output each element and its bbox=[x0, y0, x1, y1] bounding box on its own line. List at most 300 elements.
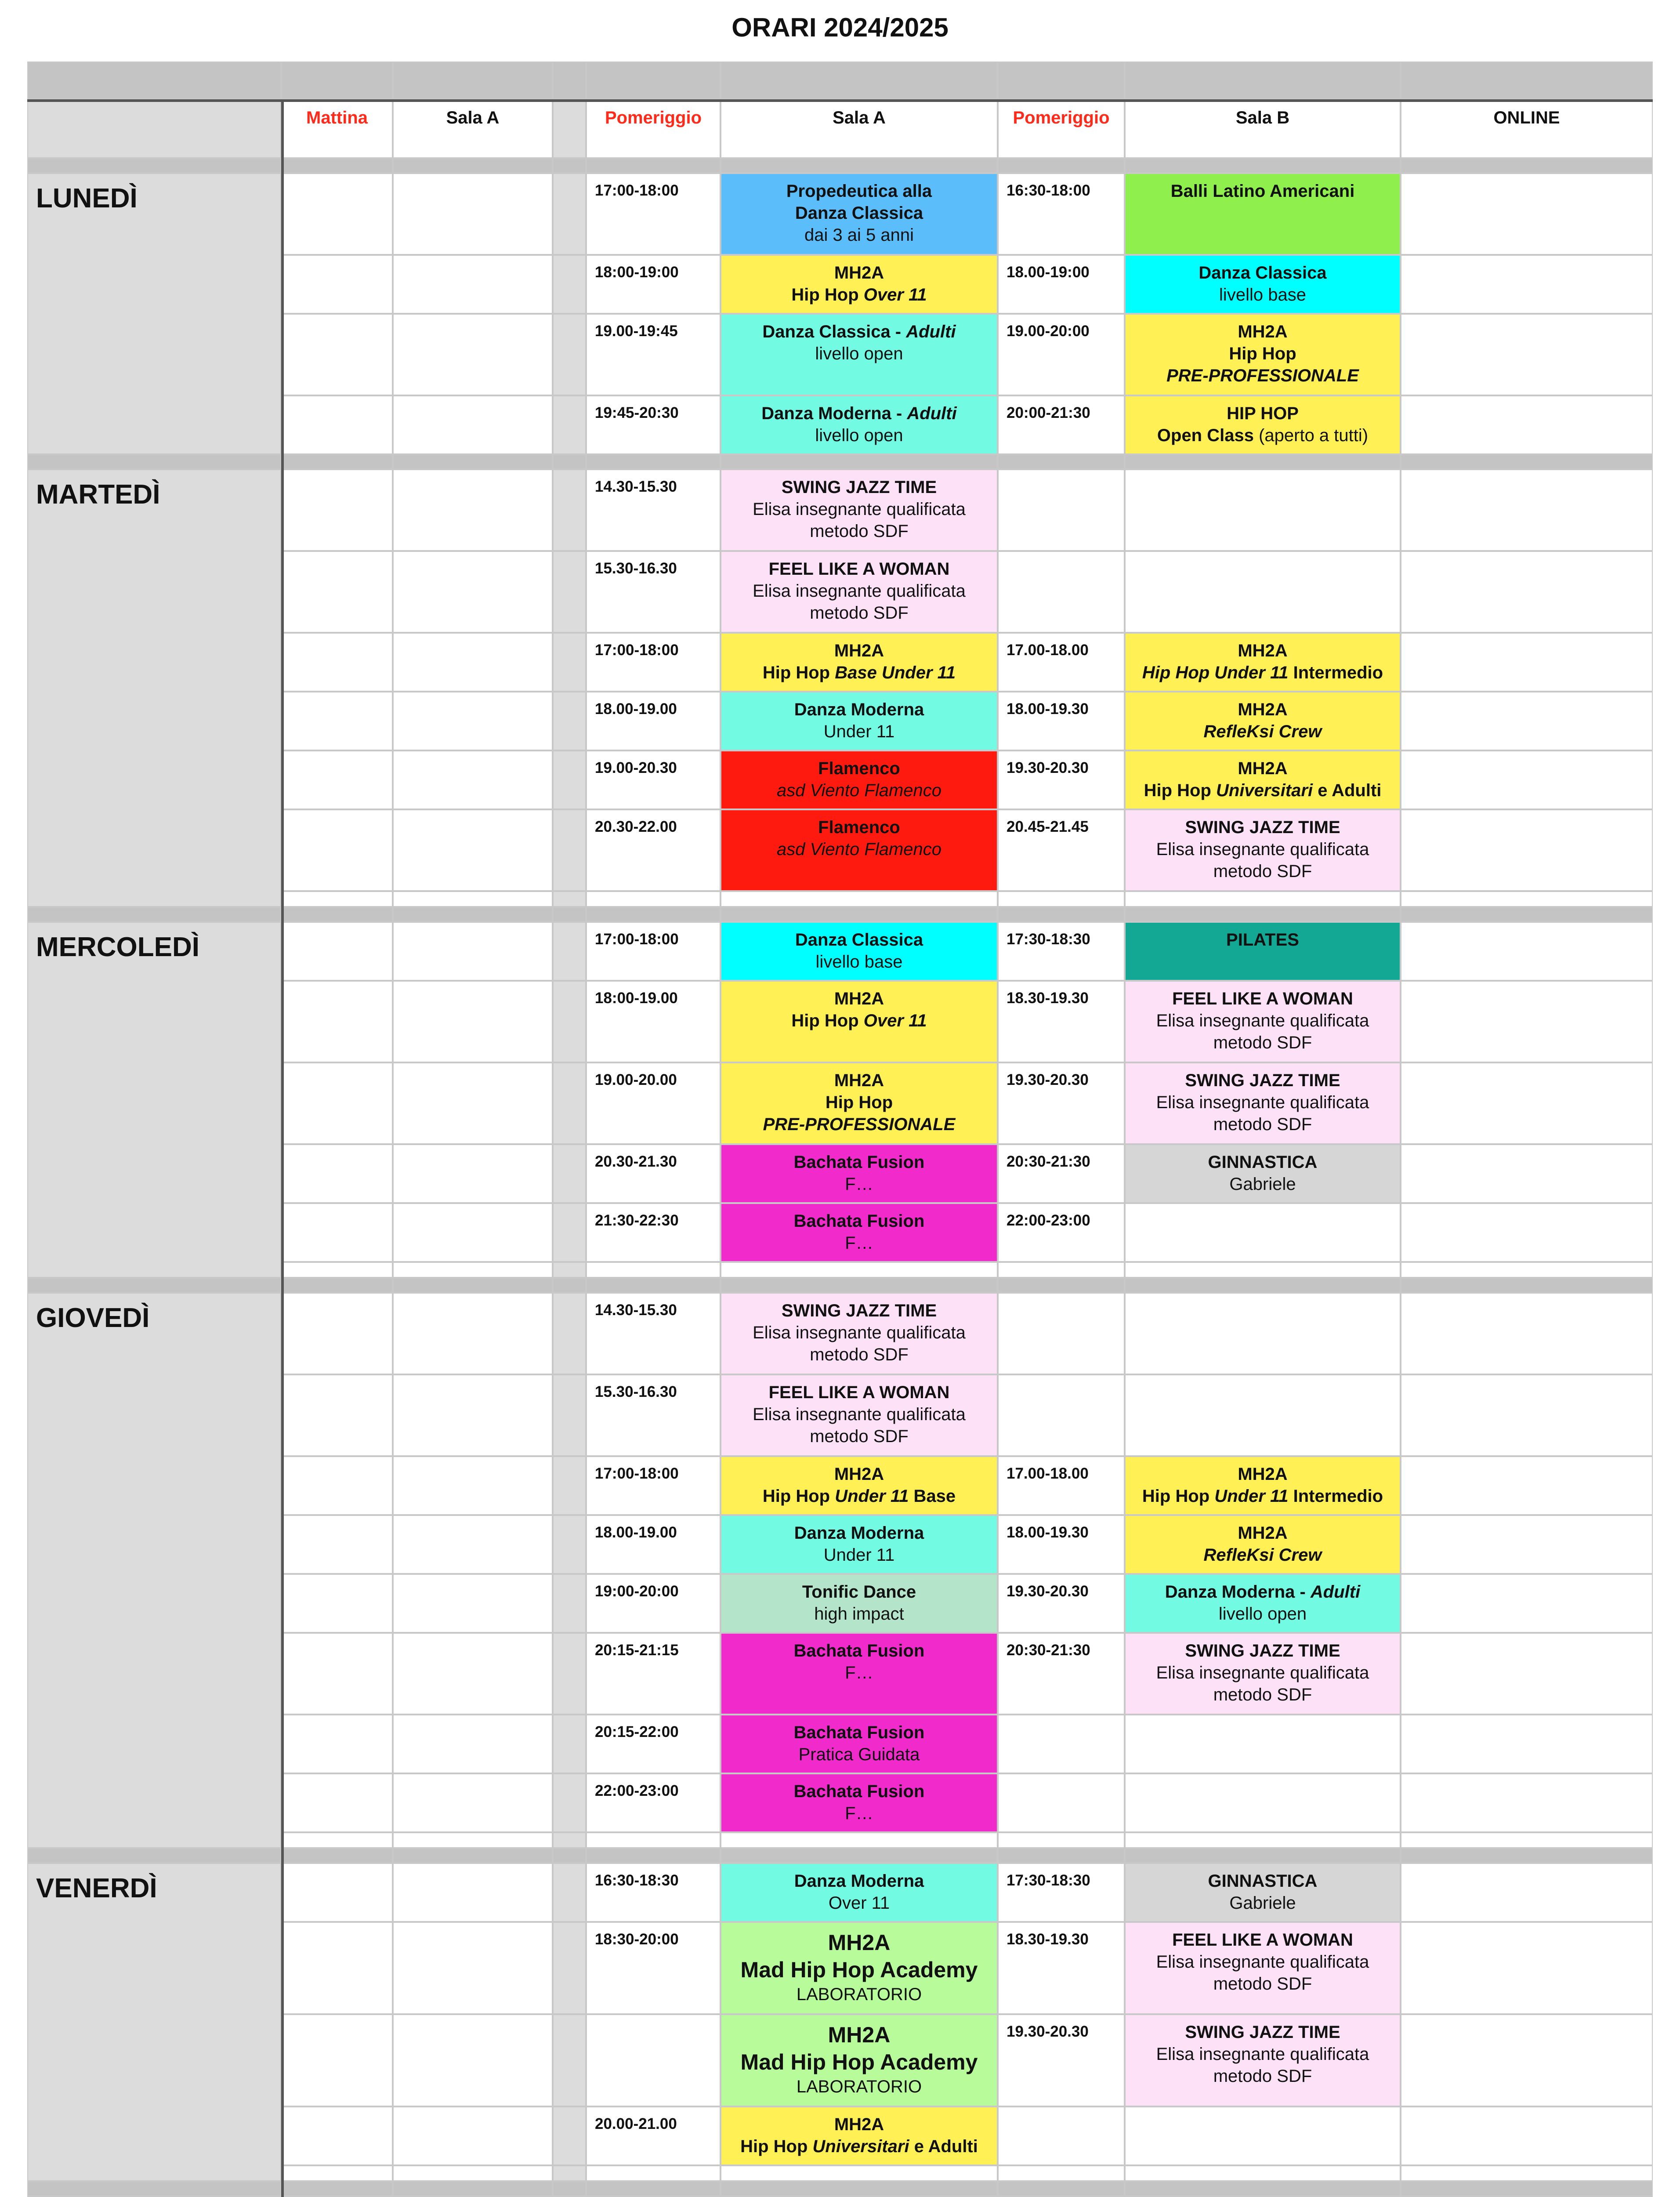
grid-cell bbox=[281, 1062, 393, 1144]
class-sala-b bbox=[1125, 1456, 1401, 1515]
separator-cell bbox=[281, 1848, 393, 1863]
gutter-cell bbox=[553, 809, 586, 891]
separator-cell bbox=[1125, 2181, 1401, 2196]
grid-cell bbox=[393, 1293, 553, 1374]
grid-cell bbox=[281, 981, 393, 1062]
class-text: Elisa insegnante qualificata bbox=[1156, 1011, 1369, 1030]
grid-cell bbox=[281, 314, 393, 395]
class-text: MH2A bbox=[828, 1930, 891, 1955]
separator-cell bbox=[27, 907, 281, 922]
time-slot bbox=[998, 1293, 1125, 1374]
separator-cell bbox=[27, 454, 281, 469]
class-line bbox=[721, 1662, 997, 1684]
class-sala-b bbox=[1125, 981, 1401, 1062]
gutter-cell bbox=[553, 469, 586, 551]
gutter-cell bbox=[553, 2014, 586, 2106]
separator-cell bbox=[721, 1278, 998, 1293]
class-sala-a bbox=[721, 469, 998, 551]
class-text: RefleKsi Crew bbox=[1203, 1545, 1322, 1565]
separator-cell bbox=[1401, 62, 1653, 99]
time-slot: 20.45-21.45 bbox=[998, 809, 1125, 891]
class-sala-a bbox=[721, 1062, 998, 1144]
class-text: FEEL LIKE A WOMAN bbox=[768, 559, 950, 579]
class-line bbox=[1126, 1581, 1400, 1603]
separator-cell bbox=[281, 158, 393, 173]
time-slot: 17:00-18:00 bbox=[586, 173, 721, 255]
class-sala-b bbox=[1125, 633, 1401, 692]
class-line bbox=[721, 1802, 997, 1824]
class-line bbox=[1126, 1151, 1400, 1173]
class-sala-b bbox=[1125, 314, 1401, 395]
grid-cell bbox=[1401, 1262, 1653, 1278]
grid-cell bbox=[393, 922, 553, 981]
class-line bbox=[1126, 1032, 1400, 1054]
class-line bbox=[721, 1091, 997, 1113]
grid-cell bbox=[553, 891, 586, 907]
gutter-cell bbox=[553, 750, 586, 809]
class-sala-a bbox=[721, 551, 998, 633]
class-text: Hip Hop bbox=[1144, 781, 1216, 800]
grid-cell bbox=[1401, 1515, 1653, 1574]
time-slot bbox=[998, 2106, 1125, 2165]
time-slot: 20:00-21:30 bbox=[998, 395, 1125, 454]
class-text: Elisa insegnante qualificata bbox=[753, 1405, 966, 1424]
class-line bbox=[1126, 1544, 1400, 1566]
grid-cell bbox=[281, 2165, 393, 2181]
class-line bbox=[1126, 343, 1400, 365]
class-text: Danza Moderna - bbox=[761, 404, 907, 423]
time-slot: 18:30-20:00 bbox=[586, 1922, 721, 2014]
separator-cell bbox=[1401, 2181, 1653, 2196]
class-text: Under 11 bbox=[835, 1486, 909, 1506]
time-slot: 17.00-18.00 bbox=[998, 1456, 1125, 1515]
grid-cell bbox=[1401, 1374, 1653, 1456]
class-text: livello open bbox=[1218, 1604, 1307, 1624]
class-line bbox=[1126, 1929, 1400, 1951]
time-slot bbox=[998, 1773, 1125, 1832]
class-text: LABORATORIO bbox=[796, 2077, 922, 2096]
class-line bbox=[721, 602, 997, 624]
grid-cell bbox=[393, 1515, 553, 1574]
class-line bbox=[721, 2114, 997, 2135]
separator-cell bbox=[27, 1278, 281, 1293]
class-text: Hip Hop bbox=[1142, 1486, 1215, 1506]
grid-cell bbox=[281, 1633, 393, 1715]
time-slot: 19:00-20:00 bbox=[586, 1574, 721, 1633]
class-line bbox=[721, 476, 997, 498]
class-text: Under 11 bbox=[1214, 1486, 1289, 1506]
grid-cell bbox=[1401, 1062, 1653, 1144]
grid-cell bbox=[393, 395, 553, 454]
time-slot bbox=[998, 1374, 1125, 1456]
class-text: F… bbox=[845, 1175, 873, 1194]
grid-cell bbox=[1401, 1715, 1653, 1773]
class-sala-b bbox=[1125, 1574, 1401, 1633]
grid-cell bbox=[721, 891, 998, 907]
class-line bbox=[721, 1892, 997, 1914]
class-sala-a bbox=[721, 1863, 998, 1922]
grid-cell bbox=[281, 1456, 393, 1515]
class-text: Elisa insegnante qualificata bbox=[1156, 840, 1369, 859]
time-slot: 14.30-15.30 bbox=[586, 1293, 721, 1374]
separator-cell bbox=[1401, 1278, 1653, 1293]
grid-cell bbox=[721, 1832, 998, 1848]
grid-cell bbox=[393, 469, 553, 551]
grid-cell bbox=[1401, 469, 1653, 551]
gutter-cell bbox=[553, 1062, 586, 1144]
class-line bbox=[1126, 699, 1400, 721]
separator-cell bbox=[998, 158, 1125, 173]
class-text: metodo SDF bbox=[810, 1345, 909, 1364]
class-line bbox=[1126, 758, 1400, 779]
class-text: HIP HOP bbox=[1227, 404, 1299, 423]
class-line bbox=[1126, 402, 1400, 424]
class-text: SWING JAZZ TIME bbox=[1185, 1641, 1340, 1660]
class-line bbox=[1126, 816, 1400, 838]
class-text: MH2A bbox=[1238, 759, 1288, 778]
class-line bbox=[721, 224, 997, 246]
class-text: Hip Hop bbox=[791, 1011, 864, 1030]
class-text: FEEL LIKE A WOMAN bbox=[1172, 1930, 1353, 1950]
class-line bbox=[1126, 1951, 1400, 1973]
grid-cell bbox=[721, 2165, 998, 2181]
grid-cell bbox=[1401, 981, 1653, 1062]
class-line bbox=[1126, 779, 1400, 801]
separator-cell bbox=[27, 62, 281, 99]
class-line bbox=[721, 699, 997, 721]
grid-cell bbox=[1401, 1144, 1653, 1203]
separator-cell bbox=[998, 907, 1125, 922]
grid-cell bbox=[281, 750, 393, 809]
separator-cell bbox=[1125, 454, 1401, 469]
time-slot: 18.00-19.00 bbox=[586, 1515, 721, 1574]
class-text: Base Under 11 bbox=[835, 663, 956, 682]
class-line bbox=[1126, 721, 1400, 743]
grid-cell bbox=[1401, 1922, 1653, 2014]
class-line bbox=[721, 816, 997, 838]
time-slot: 18.00-19:00 bbox=[998, 255, 1125, 314]
class-text: Hip Hop bbox=[1229, 344, 1296, 363]
class-line bbox=[721, 1232, 997, 1254]
grid-cell bbox=[393, 1062, 553, 1144]
class-line bbox=[721, 758, 997, 779]
class-text: MH2A bbox=[1238, 322, 1288, 341]
grid-cell bbox=[553, 2165, 586, 2181]
class-text: livello open bbox=[815, 344, 903, 363]
class-text: metodo SDF bbox=[1213, 1115, 1312, 1134]
class-sala-a bbox=[721, 1144, 998, 1203]
class-text: SWING JAZZ TIME bbox=[1185, 1071, 1340, 1090]
gutter-cell bbox=[553, 1922, 586, 2014]
class-line bbox=[1126, 1463, 1400, 1485]
class-line bbox=[1126, 1892, 1400, 1914]
class-text: Hip Hop bbox=[825, 1093, 893, 1112]
class-line bbox=[721, 2135, 997, 2157]
grid-cell bbox=[281, 1832, 393, 1848]
class-line bbox=[721, 1522, 997, 1544]
class-line bbox=[721, 1870, 997, 1892]
grid-cell bbox=[393, 551, 553, 633]
class-sala-b bbox=[1125, 551, 1401, 633]
grid-cell bbox=[1401, 809, 1653, 891]
time-slot: 21:30-22:30 bbox=[586, 1203, 721, 1262]
grid-cell bbox=[553, 1262, 586, 1278]
class-line bbox=[721, 1544, 997, 1566]
grid-cell bbox=[1401, 2165, 1653, 2181]
class-line bbox=[1126, 1522, 1400, 1544]
class-line bbox=[1126, 988, 1400, 1010]
time-slot bbox=[998, 551, 1125, 633]
grid-cell bbox=[1401, 692, 1653, 750]
grid-cell bbox=[553, 1832, 586, 1848]
class-line bbox=[721, 1425, 997, 1447]
class-text: asd Viento Flamenco bbox=[776, 781, 942, 800]
separator-cell bbox=[721, 1848, 998, 1863]
class-sala-b bbox=[1125, 1633, 1401, 1715]
class-text: Hip Hop bbox=[762, 1486, 835, 1506]
separator-cell bbox=[553, 62, 586, 99]
grid-cell bbox=[586, 891, 721, 907]
separator-cell bbox=[721, 158, 998, 173]
grid-cell bbox=[393, 314, 553, 395]
grid-cell bbox=[393, 1262, 553, 1278]
time-slot: 17:30-18:30 bbox=[998, 1863, 1125, 1922]
class-text: Bachata Fusion bbox=[793, 1723, 925, 1742]
grid-cell bbox=[1401, 1863, 1653, 1922]
class-sala-b bbox=[1125, 692, 1401, 750]
time-slot bbox=[998, 469, 1125, 551]
separator-cell bbox=[1401, 158, 1653, 173]
gutter-cell bbox=[553, 2106, 586, 2165]
time-slot: 17.00-18.00 bbox=[998, 633, 1125, 692]
class-text: FEEL LIKE A WOMAN bbox=[1172, 989, 1353, 1008]
class-text: Over 11 bbox=[863, 285, 927, 305]
separator-cell bbox=[281, 454, 393, 469]
class-text: Danza Moderna - bbox=[1165, 1582, 1311, 1602]
gutter-cell bbox=[553, 395, 586, 454]
class-line bbox=[721, 1344, 997, 1366]
time-slot: 20.00-21.00 bbox=[586, 2106, 721, 2165]
class-line bbox=[721, 558, 997, 580]
grid-cell bbox=[1401, 1203, 1653, 1262]
class-line bbox=[721, 662, 997, 684]
grid-cell bbox=[393, 1832, 553, 1848]
time-slot: 22:00-23:00 bbox=[998, 1203, 1125, 1262]
class-text: FEEL LIKE A WOMAN bbox=[768, 1383, 950, 1402]
column-header-sala-a2: Sala A bbox=[721, 99, 998, 158]
separator-cell bbox=[998, 62, 1125, 99]
grid-cell bbox=[1401, 1456, 1653, 1515]
class-text: Bachata Fusion bbox=[793, 1641, 925, 1660]
time-slot: 15.30-16.30 bbox=[586, 551, 721, 633]
class-text: Hip Hop bbox=[791, 285, 864, 305]
class-sala-a bbox=[721, 2106, 998, 2165]
separator-cell bbox=[1401, 454, 1653, 469]
gutter-cell bbox=[553, 1633, 586, 1715]
grid-cell bbox=[393, 173, 553, 255]
grid-cell bbox=[1401, 2106, 1653, 2165]
grid-cell bbox=[393, 1456, 553, 1515]
separator-cell bbox=[393, 62, 553, 99]
class-line bbox=[721, 343, 997, 365]
class-sala-a bbox=[721, 1633, 998, 1715]
class-line bbox=[1126, 1662, 1400, 1684]
class-line bbox=[721, 1744, 997, 1766]
class-text: e Adulti bbox=[1313, 781, 1382, 800]
grid-cell bbox=[281, 173, 393, 255]
time-slot bbox=[998, 1715, 1125, 1773]
class-text: Flamenco bbox=[818, 818, 900, 837]
class-sala-b bbox=[1125, 1922, 1401, 2014]
class-text: Bachata Fusion bbox=[793, 1782, 925, 1801]
grid-cell bbox=[281, 395, 393, 454]
time-slot: 19.30-20.30 bbox=[998, 750, 1125, 809]
class-line bbox=[721, 262, 997, 284]
class-sala-b bbox=[1125, 1374, 1401, 1456]
class-text: Open Class bbox=[1157, 426, 1254, 445]
grid-cell bbox=[393, 1633, 553, 1715]
class-text: metodo SDF bbox=[1213, 2066, 1312, 2086]
separator-cell bbox=[998, 1848, 1125, 1863]
class-text: high impact bbox=[814, 1604, 904, 1624]
class-text: Gabriele bbox=[1229, 1175, 1296, 1194]
grid-cell bbox=[998, 1832, 1125, 1848]
separator-cell bbox=[553, 158, 586, 173]
gutter-cell bbox=[553, 633, 586, 692]
time-slot: 16:30-18:30 bbox=[586, 1863, 721, 1922]
separator-cell bbox=[998, 454, 1125, 469]
class-text: livello open bbox=[815, 426, 903, 445]
class-line bbox=[721, 1069, 997, 1091]
grid-cell bbox=[393, 1374, 553, 1456]
column-header-pomeriggio2: Pomeriggio bbox=[998, 99, 1125, 158]
class-text: Tonific Dance bbox=[802, 1582, 916, 1602]
class-line bbox=[1126, 180, 1400, 202]
gutter-cell bbox=[553, 551, 586, 633]
class-text: metodo SDF bbox=[810, 522, 909, 541]
class-sala-a bbox=[721, 1456, 998, 1515]
class-line bbox=[721, 1113, 997, 1135]
class-line bbox=[721, 1722, 997, 1744]
time-slot: 15.30-16.30 bbox=[586, 1374, 721, 1456]
grid-cell bbox=[393, 1203, 553, 1262]
class-sala-b bbox=[1125, 1863, 1401, 1922]
class-text: MH2A bbox=[834, 2115, 884, 2134]
class-text: SWING JAZZ TIME bbox=[1185, 818, 1340, 837]
class-line bbox=[721, 1485, 997, 1507]
grid-cell bbox=[393, 2014, 553, 2106]
class-line bbox=[721, 180, 997, 202]
header-spacer bbox=[553, 99, 586, 158]
class-sala-b bbox=[1125, 255, 1401, 314]
grid-cell bbox=[281, 809, 393, 891]
grid-cell bbox=[281, 922, 393, 981]
separator-cell bbox=[586, 158, 721, 173]
class-text: Elisa insegnante qualificata bbox=[1156, 1952, 1369, 1972]
separator-cell bbox=[1401, 1848, 1653, 1863]
class-text: Hip Hop bbox=[762, 663, 835, 682]
class-sala-b bbox=[1125, 2014, 1401, 2106]
grid-cell bbox=[281, 1515, 393, 1574]
gutter-cell bbox=[553, 1144, 586, 1203]
separator-cell bbox=[553, 1848, 586, 1863]
grid-cell bbox=[393, 1922, 553, 2014]
class-line bbox=[1126, 1010, 1400, 1032]
separator-cell bbox=[586, 62, 721, 99]
class-sala-a bbox=[721, 1293, 998, 1374]
class-text: metodo SDF bbox=[810, 603, 909, 623]
class-text: LABORATORIO bbox=[796, 1985, 922, 2004]
class-line bbox=[1126, 1091, 1400, 1113]
grid-cell bbox=[586, 2165, 721, 2181]
grid-cell bbox=[721, 1262, 998, 1278]
separator-cell bbox=[553, 907, 586, 922]
time-slot: 19.00-20:00 bbox=[998, 314, 1125, 395]
grid-cell bbox=[281, 551, 393, 633]
class-line bbox=[721, 1151, 997, 1173]
class-sala-b bbox=[1125, 922, 1401, 981]
time-slot: 20:30-21:30 bbox=[998, 1633, 1125, 1715]
class-line bbox=[1126, 1684, 1400, 1706]
class-line bbox=[721, 1929, 997, 1956]
class-line bbox=[1126, 838, 1400, 860]
class-text: PILATES bbox=[1226, 930, 1299, 950]
grid-cell bbox=[393, 2106, 553, 2165]
class-line bbox=[1126, 1485, 1400, 1507]
separator-cell bbox=[1125, 1848, 1401, 1863]
gutter-cell bbox=[553, 1515, 586, 1574]
grid-cell bbox=[1401, 1633, 1653, 1715]
grid-cell bbox=[281, 1144, 393, 1203]
class-line bbox=[1126, 1113, 1400, 1135]
class-text: metodo SDF bbox=[1213, 1033, 1312, 1052]
class-text: dai 3 ai 5 anni bbox=[804, 225, 914, 245]
grid-cell bbox=[586, 1832, 721, 1848]
grid-cell bbox=[281, 1293, 393, 1374]
time-slot: 18.00-19.30 bbox=[998, 1515, 1125, 1574]
class-line bbox=[721, 1603, 997, 1625]
class-sala-b bbox=[1125, 1773, 1401, 1832]
gutter-cell bbox=[553, 1203, 586, 1262]
column-header-sala-b: Sala B bbox=[1125, 99, 1401, 158]
grid-cell bbox=[1401, 1293, 1653, 1374]
class-line bbox=[1126, 1870, 1400, 1892]
time-slot: 19.30-20.30 bbox=[998, 1574, 1125, 1633]
time-slot: 19.00-20.30 bbox=[586, 750, 721, 809]
grid-cell bbox=[393, 633, 553, 692]
class-line bbox=[721, 321, 997, 343]
separator-cell bbox=[393, 1848, 553, 1863]
class-line bbox=[721, 520, 997, 542]
class-text: Mad Hip Hop Academy bbox=[740, 1958, 978, 1982]
class-text: Danza Classica bbox=[1198, 263, 1327, 283]
separator-cell bbox=[586, 1848, 721, 1863]
class-text: GINNASTICA bbox=[1208, 1871, 1318, 1891]
grid-cell bbox=[1401, 314, 1653, 395]
time-slot: 18.30-19.30 bbox=[998, 981, 1125, 1062]
separator-cell bbox=[553, 454, 586, 469]
class-text: metodo SDF bbox=[1213, 1974, 1312, 1994]
class-text: asd Viento Flamenco bbox=[776, 840, 942, 859]
grid-cell bbox=[393, 809, 553, 891]
class-text: F… bbox=[845, 1233, 873, 1253]
class-text: Intermedio bbox=[1288, 663, 1383, 682]
grid-cell bbox=[281, 633, 393, 692]
class-line bbox=[721, 402, 997, 424]
class-text: Adulti bbox=[906, 322, 956, 341]
class-text: Adulti bbox=[907, 404, 957, 423]
class-line bbox=[721, 1780, 997, 1802]
